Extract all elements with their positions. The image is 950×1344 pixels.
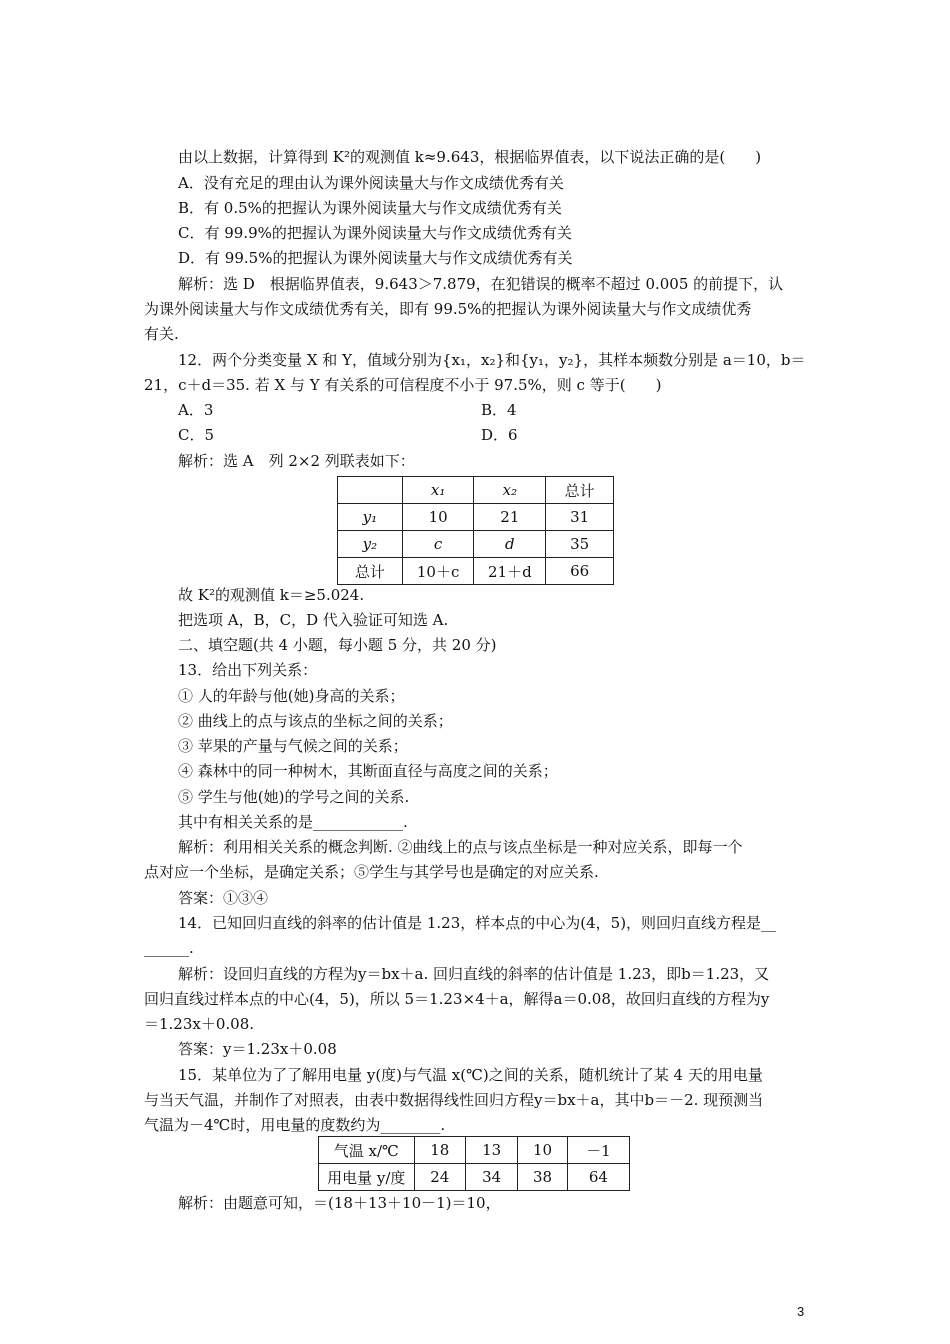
- q13-stem: 13．给出下列关系：: [178, 661, 318, 679]
- q11-solution-line3: 有关.: [144, 325, 179, 343]
- table-cell: －1: [567, 1137, 629, 1164]
- q11-solution-line2: 为课外阅读量大与作文成绩优秀有关，即有 99.5%的把握认为课外阅读量大与作文成绩优秀: [144, 300, 752, 318]
- q12-solution-line1: 解析：选 A 列 2×2 列联表如下：: [178, 452, 415, 470]
- q13-item: ④ 森林中的同一种树木，其断面直径与高度之间的关系；: [178, 762, 558, 780]
- table-cell: 18: [414, 1137, 465, 1164]
- table-cell: 总计: [338, 558, 403, 585]
- q14-stem-line2: ______.: [144, 939, 194, 957]
- q12-solution-line2: 故 K²的观测值 k＝≥5.024.: [178, 586, 365, 604]
- q14-stem-line1: 14．已知回归直线的斜率的估计值是 1.23，样本点的中心为(4，5)，则回归直线方程是__: [178, 914, 777, 932]
- q13-item: ⑤ 学生与他(她)的学号之间的关系.: [178, 788, 410, 806]
- q13-answer: 答案：①③④: [178, 889, 269, 907]
- table-cell: 24: [414, 1164, 465, 1191]
- table-cell: 38: [518, 1164, 567, 1191]
- q15-solution-line1: 解析：由题意可知，＝(18＋13＋10－1)＝10，: [178, 1194, 501, 1212]
- q13-item: ① 人的年龄与他(她)身高的关系；: [178, 687, 405, 705]
- contingency-table: [337, 476, 614, 585]
- table-cell: c: [402, 531, 474, 558]
- q14-solution-line2: 回归直线过样本点的中心(4，5)，所以 5＝1.23×4＋a，解得a＝0.08，故回归直线的方程为y: [144, 990, 770, 1008]
- q15-stem-line2: 与当天气温，并制作了对照表，由表中数据得线性回归方程y＝bx＋a，其中b＝－2. 现预测当: [144, 1091, 764, 1109]
- q15-stem-line1: 15．某单位为了了解用电量 y(度)与气温 x(℃)之间的关系，随机统计了某 4 天的用电量: [178, 1066, 763, 1084]
- q13-solution-line1: 解析：利用相关关系的概念判断. ②曲线上的点与该点坐标是一种对应关系，即每一个: [178, 838, 743, 856]
- table-cell: y₁: [338, 504, 403, 531]
- q12-stem-line2: 21，c＋d＝35. 若 X 与 Y 有关系的可信程度不小于 97.5%，则 c 等于( ): [144, 376, 662, 394]
- table-cell: 66: [546, 558, 614, 585]
- temperature-power-table: [318, 1136, 630, 1191]
- q14-solution-line3: ＝1.23x＋0.08.: [144, 1015, 255, 1033]
- page-number: 3: [797, 1304, 805, 1319]
- q11-option-b: B．有 0.5%的把握认为课外阅读量大与作文成绩优秀有关: [178, 199, 562, 217]
- q13-ask: 其中有相关关系的是____________.: [178, 813, 408, 831]
- q15-stem-line3: 气温为－4℃时，用电量的度数约为________.: [144, 1116, 446, 1134]
- q12-option-d: D．6: [481, 426, 518, 444]
- q13-item: ② 曲线上的点与该点的坐标之间的关系；: [178, 712, 453, 730]
- table-cell: 10: [402, 504, 474, 531]
- q12-solution-line3: 把选项 A，B，C，D 代入验证可知选 A.: [178, 611, 449, 629]
- q12-option-c: C．5: [178, 426, 215, 444]
- table-header-cell: x₂: [474, 477, 546, 504]
- table-cell: 10＋c: [402, 558, 474, 585]
- table-header-cell: x₁: [402, 477, 474, 504]
- table-cell: 35: [546, 531, 614, 558]
- table-cell: 21＋d: [474, 558, 546, 585]
- table-header-cell: [338, 477, 403, 504]
- q11-solution-line1: 解析：选 D 根据临界值表，9.643＞7.879，在犯错误的概率不超过 0.005 的前提下，认: [178, 275, 784, 293]
- table-cell: 64: [567, 1164, 629, 1191]
- q13-solution-line2: 点对应一个坐标，是确定关系；⑤学生与其学号也是确定的对应关系.: [144, 863, 599, 881]
- q11-option-c: C．有 99.9%的把握认为课外阅读量大与作文成绩优秀有关: [178, 224, 572, 242]
- table-cell: 31: [546, 504, 614, 531]
- q11-option-a: A．没有充足的理由认为课外阅读量大与作文成绩优秀有关: [178, 174, 564, 192]
- q12-stem-line1: 12．两个分类变量 X 和 Y，值域分别为{x₁，x₂}和{y₁，y₂}，其样本频数分别是 a＝10，b＝: [178, 351, 806, 369]
- table-cell: 气温 x/℃: [319, 1137, 415, 1164]
- q12-option-b: B．4: [481, 401, 517, 419]
- q12-option-a: A．3: [178, 401, 214, 419]
- table-header-cell: 总计: [546, 477, 614, 504]
- q14-answer: 答案：y＝1.23x＋0.08: [178, 1040, 337, 1058]
- q13-item: ③ 苹果的产量与气候之间的关系；: [178, 737, 408, 755]
- section-heading: 二、填空题(共 4 小题，每小题 5 分，共 20 分): [178, 636, 497, 654]
- q14-solution-line1: 解析：设回归直线的方程为y＝bx＋a. 回归直线的斜率的估计值是 1.23，即b＝1.23，又: [178, 965, 770, 983]
- table-cell: 用电量 y/度: [319, 1164, 415, 1191]
- table-cell: y₂: [338, 531, 403, 558]
- q11-option-d: D．有 99.5%的把握认为课外阅读量大与作文成绩优秀有关: [178, 249, 573, 267]
- table-cell: 10: [518, 1137, 567, 1164]
- table-cell: d: [474, 531, 546, 558]
- q11-stem: 由以上数据，计算得到 K²的观测值 k≈9.643，根据临界值表，以下说法正确的是( ): [178, 148, 762, 166]
- table-cell: 34: [465, 1164, 517, 1191]
- table-cell: 13: [465, 1137, 517, 1164]
- table-cell: 21: [474, 504, 546, 531]
